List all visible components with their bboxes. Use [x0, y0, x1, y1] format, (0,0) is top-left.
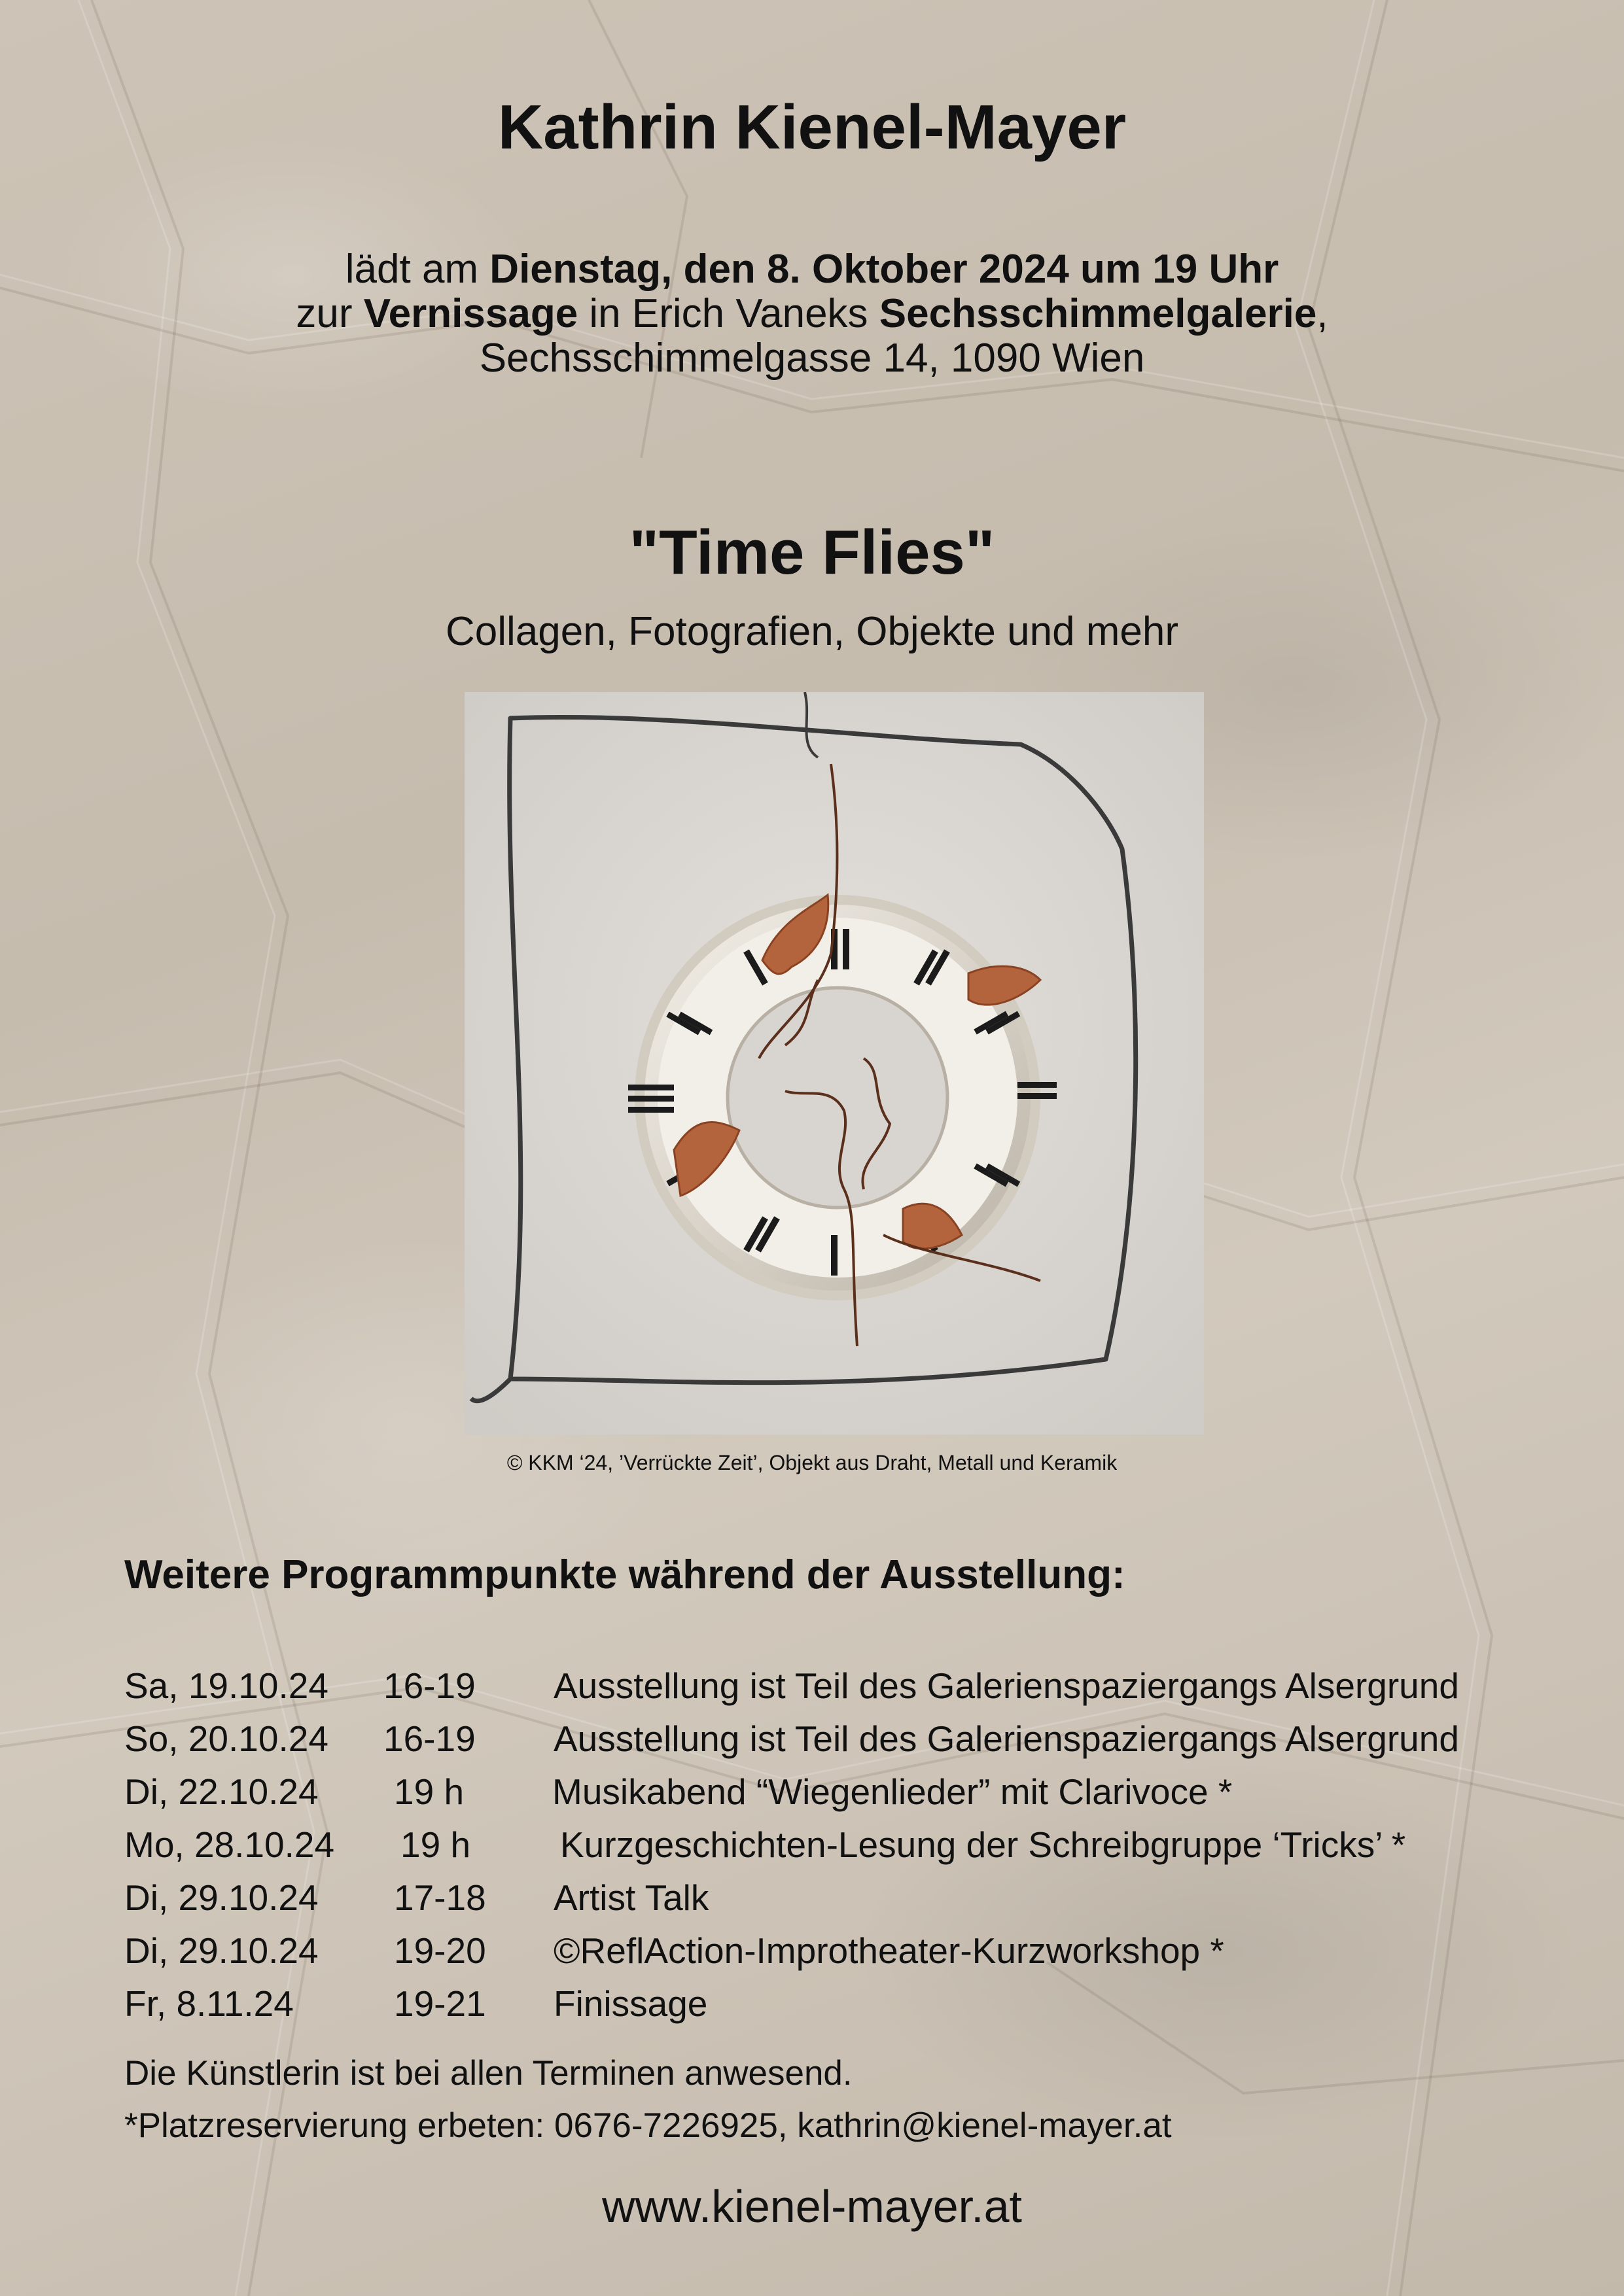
event-description: Ausstellung ist Teil des Galerienspaziergangs Alsergrund [554, 1665, 1459, 1706]
event-description: ©ReflAction-Improtheater-Kurzworkshop * [554, 1930, 1224, 1971]
event-date: Sa, 19.10.24 [124, 1665, 328, 1706]
reservation-note: *Platzreservierung erbeten: 0676-7226925, kathrin@kienel-mayer.at [124, 2106, 1172, 2145]
event-description: Musikabend “Wiegenlieder” mit Clarivoce * [552, 1771, 1233, 1812]
event-time: 19-20 [394, 1930, 486, 1971]
invitation-text [0, 247, 1624, 381]
event-row [124, 1665, 1564, 1718]
event-date: Di, 29.10.24 [124, 1877, 319, 1918]
event-description: Kurzgeschichten-Lesung der Schreibgruppe ‘Tricks’ * [560, 1824, 1406, 1865]
event-time: 16-19 [383, 1665, 476, 1706]
invitation-line-2: zur Vernissage in Erich Vaneks Sechsschimmelgalerie, [296, 291, 1328, 336]
program-heading: Weitere Programmpunkte während der Ausstellung: [124, 1552, 1125, 1597]
event-description: Finissage [554, 1983, 708, 2024]
event-time: 16-19 [383, 1718, 476, 1759]
event-description: Ausstellung ist Teil des Galerienspaziergangs Alsergrund [554, 1718, 1459, 1759]
event-time: 19-21 [394, 1983, 486, 2024]
exhibition-subtitle: Collagen, Fotografien, Objekte und mehr [445, 609, 1179, 654]
notes [124, 2047, 1172, 2152]
invitation-address: Sechsschimmelgasse 14, 1090 Wien [479, 336, 1145, 381]
event-time: 19 h [394, 1771, 465, 1812]
event-date: Fr, 8.11.24 [124, 1983, 294, 2024]
event-time: 17-18 [394, 1877, 486, 1918]
event-time: 19 h [400, 1824, 471, 1865]
invitation-line-1: lädt am Dienstag, den 8. Oktober 2024 um 19 Uhr [345, 247, 1279, 292]
event-date: Di, 22.10.24 [124, 1771, 319, 1812]
event-list [124, 1665, 1564, 2036]
exhibition-title: "Time Flies" [629, 517, 995, 587]
artwork-photo [465, 692, 1204, 1435]
event-date: Di, 29.10.24 [124, 1930, 319, 1971]
event-row [124, 1877, 1564, 1930]
event-description: Artist Talk [554, 1877, 709, 1918]
presence-note: Die Künstlerin ist bei allen Terminen anwesend. [124, 2054, 853, 2093]
event-row [124, 1983, 1564, 2036]
event-row [124, 1718, 1564, 1771]
artist-name: Kathrin Kienel-Mayer [497, 92, 1127, 162]
artwork-caption: © KKM ‘24, ’Verrückte Zeit’, Objekt aus Draht, Metall und Keramik [506, 1451, 1118, 1474]
event-date: So, 20.10.24 [124, 1718, 328, 1759]
website-link[interactable]: www.kienel-mayer.at [602, 2181, 1022, 2232]
event-row [124, 1771, 1564, 1824]
event-row [124, 1824, 1564, 1877]
event-date: Mo, 28.10.24 [124, 1824, 335, 1865]
event-row [124, 1930, 1564, 1983]
